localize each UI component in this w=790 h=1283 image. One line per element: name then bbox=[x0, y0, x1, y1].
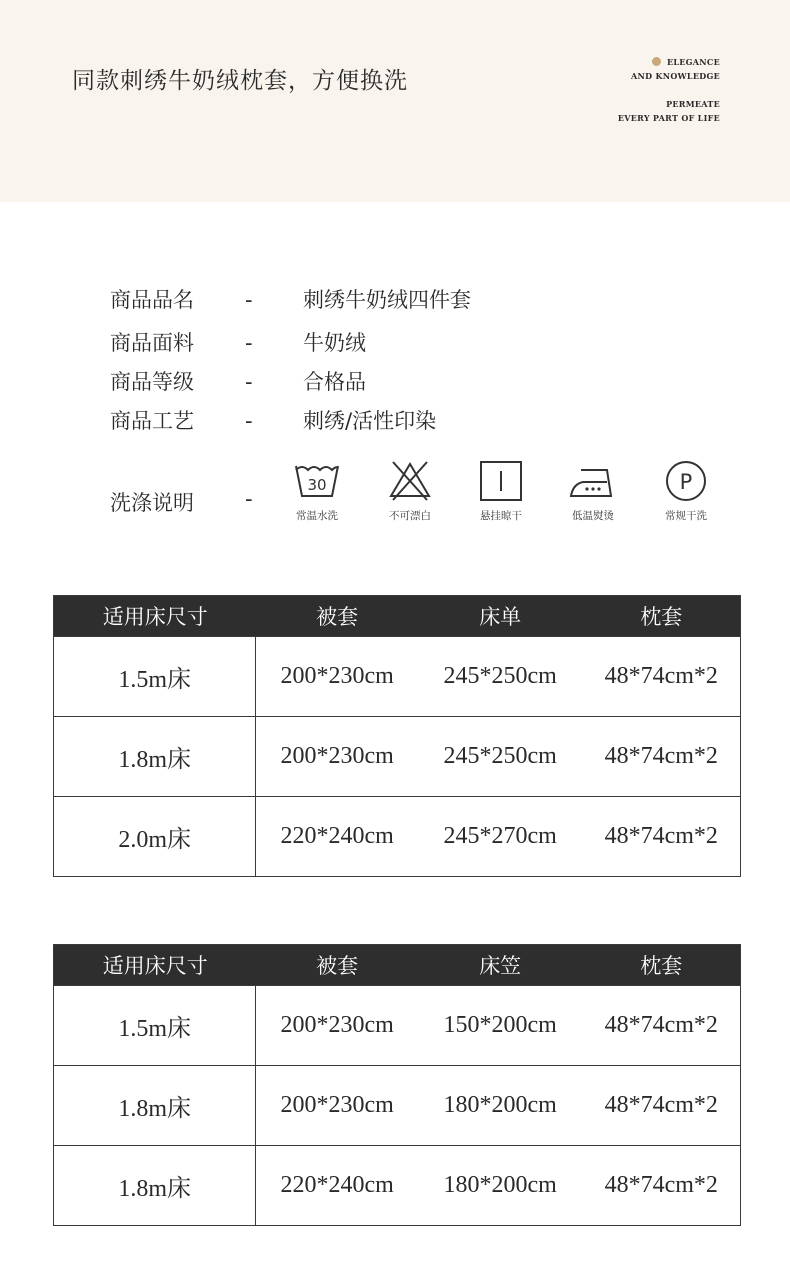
table-cell: 2.0m床 bbox=[54, 797, 256, 876]
header-cell: 被套 bbox=[316, 954, 359, 978]
spec-value: 刺绣/活性印染 bbox=[303, 409, 437, 433]
header-cell: 被套 bbox=[316, 605, 359, 629]
table-cell: 1.8m床 bbox=[54, 1066, 256, 1145]
low-iron-icon bbox=[567, 458, 619, 504]
accent-dot-icon bbox=[652, 57, 661, 66]
table-row bbox=[54, 796, 740, 876]
table-row bbox=[54, 1145, 740, 1225]
wash-caption: 常规干洗 bbox=[665, 510, 707, 522]
header-cell: 适用床尺寸 bbox=[102, 954, 208, 978]
header-cell: 适用床尺寸 bbox=[102, 605, 208, 629]
spec-label: 商品工艺 bbox=[110, 409, 194, 433]
no-bleach-icon bbox=[385, 458, 435, 504]
wash-30-icon bbox=[292, 458, 342, 504]
header-banner bbox=[0, 0, 790, 202]
spec-value: 刺绣牛奶绒四件套 bbox=[303, 288, 471, 312]
wash-item-no-bleach bbox=[370, 458, 450, 523]
table-cell: 1.5m床 bbox=[54, 637, 256, 716]
table-cell: 48*74cm*2 bbox=[604, 1012, 718, 1038]
svg-text:30: 30 bbox=[307, 476, 327, 494]
hang-dry-icon bbox=[476, 458, 526, 504]
size-table-sheet bbox=[53, 595, 741, 877]
table-cell: 48*74cm*2 bbox=[604, 1172, 718, 1198]
spec-label: 商品面料 bbox=[110, 331, 194, 355]
wash-item-30 bbox=[277, 458, 357, 523]
spec-label: 商品品名 bbox=[110, 288, 194, 312]
tagline-line-4: EVERY PART OF LIFE bbox=[617, 113, 720, 123]
table-cell: 48*74cm*2 bbox=[604, 663, 718, 689]
size-table-fitted bbox=[53, 944, 741, 1226]
banner-title: 同款刺绣牛奶绒枕套，方便换洗 bbox=[72, 68, 408, 94]
wash-item-dry-clean bbox=[646, 458, 726, 523]
table-header bbox=[54, 596, 740, 636]
table-header bbox=[54, 945, 740, 985]
header-cell: 床笠 bbox=[479, 954, 522, 978]
tagline-line-3: PERMEATE bbox=[666, 99, 720, 109]
spec-dash: - bbox=[245, 331, 253, 355]
table-row bbox=[54, 985, 740, 1065]
spec-value: 牛奶绒 bbox=[303, 331, 366, 355]
wash-caption: 不可漂白 bbox=[389, 510, 431, 522]
header-cell: 枕套 bbox=[640, 605, 683, 629]
spec-dash: - bbox=[245, 288, 253, 312]
wash-caption: 常温水洗 bbox=[296, 510, 338, 522]
svg-text:P: P bbox=[679, 470, 693, 494]
tagline bbox=[618, 55, 720, 125]
spec-dash: - bbox=[245, 409, 253, 433]
table-cell: 150*200cm bbox=[443, 1012, 557, 1038]
dry-clean-p-icon bbox=[661, 458, 711, 504]
header-cell: 床单 bbox=[479, 605, 522, 629]
spec-label: 商品等级 bbox=[110, 370, 194, 394]
table-cell: 1.8m床 bbox=[54, 1146, 256, 1225]
spec-dash: - bbox=[245, 370, 253, 394]
table-cell: 200*230cm bbox=[280, 663, 394, 689]
table-row bbox=[54, 1065, 740, 1145]
table-cell: 200*230cm bbox=[280, 743, 394, 769]
table-cell: 200*230cm bbox=[280, 1092, 394, 1118]
table-cell: 200*230cm bbox=[280, 1012, 394, 1038]
table-cell: 180*200cm bbox=[443, 1092, 557, 1118]
table-cell: 245*250cm bbox=[443, 743, 557, 769]
wash-label: 洗涤说明 bbox=[110, 491, 194, 515]
table-row bbox=[54, 716, 740, 796]
table-row bbox=[54, 636, 740, 716]
table-cell: 1.5m床 bbox=[54, 986, 256, 1065]
table-cell: 180*200cm bbox=[443, 1172, 557, 1198]
table-cell: 1.8m床 bbox=[54, 717, 256, 796]
table-cell: 220*240cm bbox=[280, 823, 394, 849]
tagline-line-1: ELEGANCE bbox=[666, 57, 720, 67]
wash-caption: 悬挂晾干 bbox=[480, 510, 522, 522]
header-cell: 枕套 bbox=[640, 954, 683, 978]
table-cell: 220*240cm bbox=[280, 1172, 394, 1198]
wash-dash: - bbox=[245, 487, 253, 511]
table-cell: 245*250cm bbox=[443, 663, 557, 689]
table-cell: 48*74cm*2 bbox=[604, 823, 718, 849]
wash-caption: 低温熨烫 bbox=[572, 510, 614, 522]
table-cell: 48*74cm*2 bbox=[604, 743, 718, 769]
wash-item-low-iron bbox=[553, 458, 633, 523]
spec-value: 合格品 bbox=[303, 370, 366, 394]
wash-item-hang-dry bbox=[461, 458, 541, 523]
tagline-line-2: AND KNOWLEDGE bbox=[631, 71, 720, 81]
table-cell: 245*270cm bbox=[443, 823, 557, 849]
table-cell: 48*74cm*2 bbox=[604, 1092, 718, 1118]
